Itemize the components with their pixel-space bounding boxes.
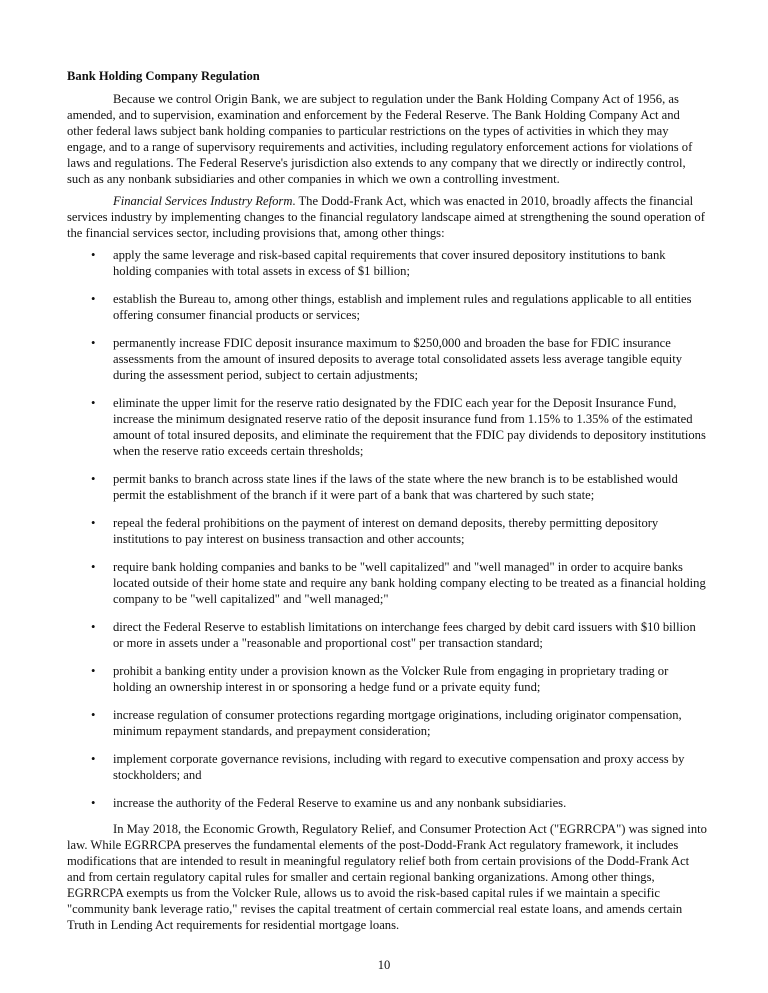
list-item-text: implement corporate governance revisions, including with regard to executive compensation and proxy access by stockholders; and <box>113 752 685 782</box>
subheading-financial-services-reform: Financial Services Industry Reform <box>113 194 293 208</box>
paragraph-bhc-regulation: Because we control Origin Bank, we are subject to regulation under the Bank Holding Company Act of 1956, as amended, and to supervision, examination and enforcement by the Federal Reserve. The Bank Holding Company Act and other federal laws subject bank holding companies to particular restrictions on the types of activities in which they may engage, and to a range of supervisory requirements and activities, including regulatory enforcement actions for violations of laws and regulations. The Federal Reserve's jurisdiction also extends to any company that we directly or indirectly control, such as any nonbank subsidiaries and other companies in which we own a controlling investment. <box>67 92 693 186</box>
list-item <box>67 515 707 547</box>
paragraph-egrrcpa: In May 2018, the Economic Growth, Regulatory Relief, and Consumer Protection Act ("EGRRCPA") was signed into law. While EGRRCPA preserves the fundamental elements of the post-Dodd-Frank Act regulatory framework, it includes modifications that are intended to result in meaningful regulatory relief both from certain provisions of the Dodd-Frank Act and from certain regulatory capital rules for smaller and certain regional banking organizations. Among other things, EGRRCPA exempts us from the Volcker Rule, allows us to avoid the risk-based capital rules if we maintain a specific "community bank leverage ratio," revises the capital treatment of certain commercial real estate loans, and amends certain Truth in Lending Act requirements for residential mortgage loans. <box>67 822 707 932</box>
list-item-text: establish the Bureau to, among other things, establish and implement rules and regulations applicable to all entities offering consumer financial products or services; <box>113 292 692 322</box>
bullet-icon: • <box>91 708 96 722</box>
list-item <box>67 663 707 695</box>
list-item <box>67 751 707 783</box>
list-item <box>67 707 707 739</box>
bullet-icon: • <box>91 752 96 766</box>
list-item-text: apply the same leverage and risk-based capital requirements that cover insured depository institutions to bank holding companies with total assets in excess of $1 billion; <box>113 248 666 278</box>
bullet-icon: • <box>91 248 96 262</box>
list-item-text: increase regulation of consumer protections regarding mortgage originations, including originator compensation, minimum repayment standards, and prepayment consideration; <box>113 708 682 738</box>
bullet-icon: • <box>91 516 96 530</box>
bullet-icon: • <box>91 796 96 810</box>
list-item-text: prohibit a banking entity under a provision known as the Volcker Rule from engaging in proprietary trading or holding an ownership interest in or sponsoring a hedge fund or a private equity fund; <box>113 664 669 694</box>
list-item <box>67 795 707 811</box>
list-item-text: eliminate the upper limit for the reserve ratio designated by the FDIC each year for the Deposit Insurance Fund, increase the minimum designated reserve ratio of the deposit insurance fund from 1.15% to 1.35% of the estimated amount of total insured deposits, and eliminate the requirement that the FDIC pay dividends to depository institutions when the reserve ratio exceeds certain thresholds; <box>113 396 706 458</box>
section-heading: Bank Holding Company Regulation <box>67 69 260 83</box>
list-item <box>67 247 707 279</box>
document-page <box>67 68 707 939</box>
list-item <box>67 559 707 607</box>
list-item <box>67 291 707 323</box>
bullet-icon: • <box>91 336 96 350</box>
list-item <box>67 335 707 383</box>
paragraph-dodd-frank <box>67 193 707 241</box>
dodd-frank-provisions-list <box>67 247 707 811</box>
list-item-text: increase the authority of the Federal Reserve to examine us and any nonbank subsidiaries. <box>113 796 567 810</box>
list-item <box>67 619 707 651</box>
bullet-icon: • <box>91 620 96 634</box>
list-item-text: permanently increase FDIC deposit insurance maximum to $250,000 and broaden the base for FDIC insurance assessments from the amount of insured deposits to average total consolidated assets less average tangible equity during the assessment period, subject to certain adjustments; <box>113 336 683 382</box>
list-item-text: permit banks to branch across state lines if the laws of the state where the new branch is to be established would permit the establishment of the branch if it were part of a bank that was chartered by such state; <box>113 472 678 502</box>
list-item-text: require bank holding companies and banks to be "well capitalized" and "well managed" in order to acquire banks located outside of their home state and require any bank holding company electing to be treated as a financial holding company to be "well capitalized" and "well managed;" <box>113 560 706 606</box>
bullet-icon: • <box>91 292 96 306</box>
bullet-icon: • <box>91 560 96 574</box>
paragraph-dodd-frank-text: . The Dodd-Frank Act, which was enacted in 2010, broadly affects the financial services industry by implementing changes to the financial regulatory landscape aimed at strengthening the sound operation of the financial services sector, including provisions that, among other things: <box>67 194 705 240</box>
list-item-text: direct the Federal Reserve to establish limitations on interchange fees charged by debit card issuers with $10 billion or more in assets under a "reasonable and proportional cost" per transaction standard; <box>113 620 696 650</box>
bullet-icon: • <box>91 396 96 410</box>
list-item-text: repeal the federal prohibitions on the payment of interest on demand deposits, thereby permitting depository institutions to pay interest on business transaction and other accounts; <box>113 516 659 546</box>
page-number: 10 <box>377 958 391 972</box>
list-item <box>67 471 707 503</box>
bullet-icon: • <box>91 664 96 678</box>
list-item <box>67 395 707 459</box>
bullet-icon: • <box>91 472 96 486</box>
